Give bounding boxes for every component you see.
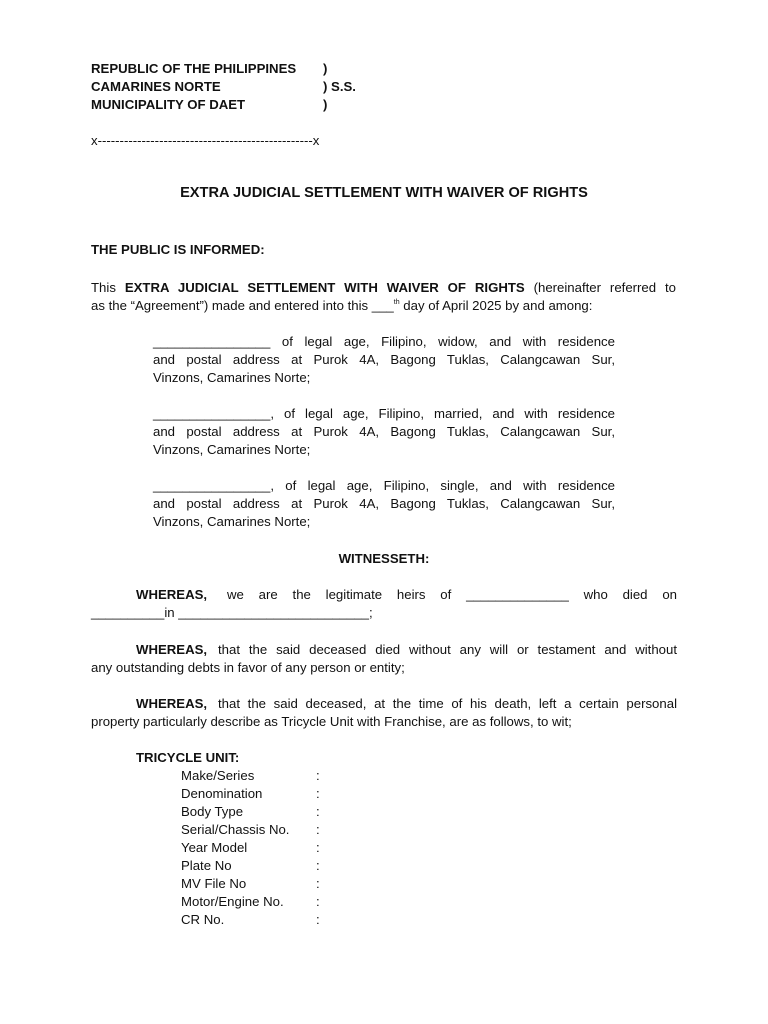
- field-label: Make/Series: [181, 768, 255, 783]
- witnesseth-heading: WITNESSETH:: [338, 551, 430, 566]
- field-row: [0, 767, 768, 785]
- intro-line-1: [91, 279, 676, 297]
- venue-mark: ) S.S.: [323, 79, 356, 94]
- whereas-label: WHEREAS,: [136, 642, 208, 657]
- venue-line: [0, 78, 768, 96]
- tricycle-heading: TRICYCLE UNIT:: [136, 750, 240, 765]
- field-colon: :: [316, 876, 320, 891]
- field-row: [0, 893, 768, 911]
- field-row: [0, 821, 768, 839]
- separator-line: x-------------------------------------------------x: [91, 133, 320, 148]
- field-label: Year Model: [181, 840, 248, 855]
- field-label: Motor/Engine No.: [181, 894, 284, 909]
- party-line: Vinzons, Camarines Norte;: [153, 442, 311, 457]
- field-colon: :: [316, 768, 320, 783]
- party-line: Vinzons, Camarines Norte;: [153, 514, 311, 529]
- venue-line: [0, 60, 768, 78]
- document-title: EXTRA JUDICIAL SETTLEMENT WITH WAIVER OF RIGHTS: [180, 185, 588, 201]
- field-label: Plate No: [181, 858, 232, 873]
- whereas-line: we are the legitimate heirs of ______________ who died on: [227, 587, 677, 602]
- party-line: and postal address at Purok 4A, Bagong Tuklas, Calangcawan Sur,: [153, 352, 615, 367]
- field-colon: :: [316, 912, 320, 927]
- public-informed-heading: THE PUBLIC IS INFORMED:: [91, 242, 265, 257]
- venue-label: CAMARINES NORTE: [91, 79, 221, 94]
- whereas-line: that the said deceased, at the time of his death, left a certain personal: [218, 696, 677, 711]
- field-label: Body Type: [181, 804, 244, 819]
- field-row: [0, 803, 768, 821]
- intro-line-2: [91, 297, 592, 315]
- intro-text: day of April 2025 by and among:: [399, 298, 593, 313]
- intro-text: (hereinafter referred to: [524, 280, 676, 295]
- party-line: ________________, of legal age, Filipino, single, and with residence: [153, 478, 615, 493]
- party-line: and postal address at Purok 4A, Bagong Tuklas, Calangcawan Sur,: [153, 424, 615, 439]
- party-line: and postal address at Purok 4A, Bagong Tuklas, Calangcawan Sur,: [153, 496, 615, 511]
- ordinal-suffix: th: [393, 299, 400, 306]
- field-row: [0, 911, 768, 929]
- field-row: [0, 839, 768, 857]
- field-label: Denomination: [181, 786, 263, 801]
- party-line: Vinzons, Camarines Norte;: [153, 370, 311, 385]
- party-line: ________________ of legal age, Filipino, widow, and with residence: [153, 334, 615, 349]
- field-row: [0, 785, 768, 803]
- intro-text: as the “Agreement”) made and entered into this ___: [91, 298, 394, 313]
- whereas-line: __________in __________________________;: [91, 605, 373, 620]
- field-label: CR No.: [181, 912, 225, 927]
- whereas-line: that the said deceased died without any will or testament and without: [218, 642, 677, 657]
- field-label: Serial/Chassis No.: [181, 822, 290, 837]
- whereas-line: any outstanding debts in favor of any person or entity;: [91, 660, 405, 675]
- venue-line: [0, 96, 768, 114]
- venue-mark: ): [323, 97, 328, 112]
- field-row: [0, 857, 768, 875]
- field-colon: :: [316, 858, 320, 873]
- whereas-line: property particularly describe as Tricycle Unit with Franchise, are as follows, to wit;: [91, 714, 572, 729]
- whereas-label: WHEREAS,: [136, 696, 208, 711]
- intro-agreement-name: EXTRA JUDICIAL SETTLEMENT WITH WAIVER OF RIGHTS: [124, 280, 525, 295]
- field-colon: :: [316, 822, 320, 837]
- party-line: ________________, of legal age, Filipino, married, and with residence: [153, 406, 615, 421]
- venue-label: REPUBLIC OF THE PHILIPPINES: [91, 61, 297, 76]
- field-label: MV File No: [181, 876, 247, 891]
- field-colon: :: [316, 786, 320, 801]
- field-colon: :: [316, 804, 320, 819]
- whereas-label: WHEREAS,: [136, 587, 208, 602]
- field-colon: :: [316, 840, 320, 855]
- venue-label: MUNICIPALITY OF DAET: [91, 97, 246, 112]
- venue-mark: ): [323, 61, 328, 76]
- field-row: [0, 875, 768, 893]
- intro-text: This: [91, 280, 125, 295]
- field-colon: :: [316, 894, 320, 909]
